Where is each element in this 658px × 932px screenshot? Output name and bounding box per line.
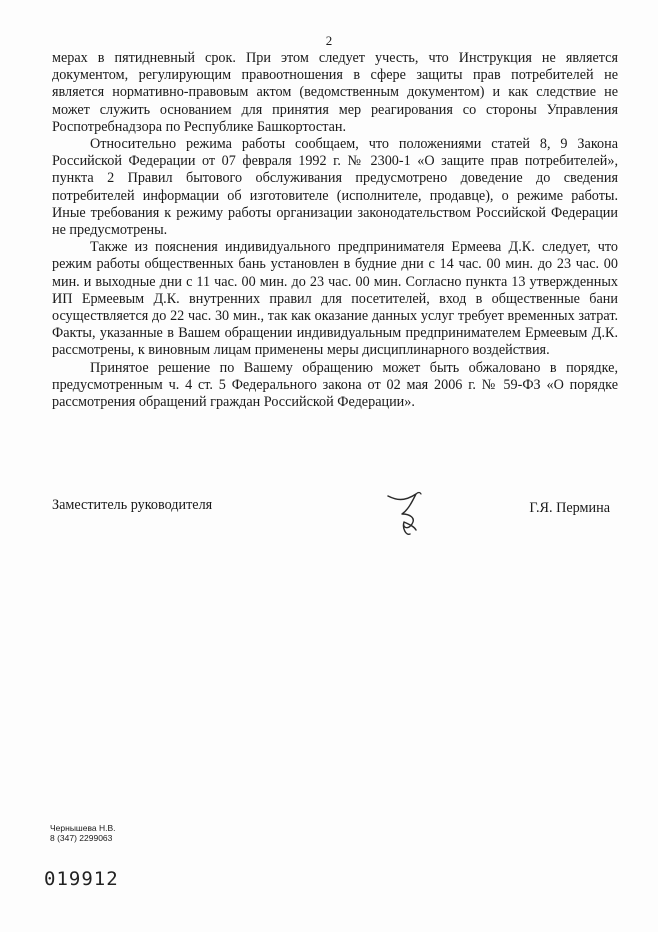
paragraph-working-hours-law: Относительно режима работы сообщаем, что положениями статей 8, 9 Закона Российской Федерации от 07 февраля 1992 г. № 2300-1 «О защите прав потребителей», пункта 2 Правил бытового обслуживания предусмотрено доведение до сведения потребителей информации об изготовителе (исполнителе, продавце), о режиме работы. Иные требования к режиму работы организации законодательством Российской Федерации не предусмотрены. bbox=[52, 136, 618, 239]
paragraph-continuation: мерах в пятидневный срок. При этом следует учесть, что Инструкция не является документом, регулирующим правоотношения в сфере защиты прав потребителей не является нормативно-правовым актом (ведомственным документом) и как следствие не может служить основанием для принятия мер реагирования со стороны Управления Роспотребнадзора по Республике Башкортостан. bbox=[52, 50, 618, 135]
paragraph-appeal-rights: Принятое решение по Вашему обращению может быть обжаловано в порядке, предусмотренным ч. 4 ст. 5 Федерального закона от 02 мая 2006 г. № 59-ФЗ «О порядке рассмотрения обращений граждан Российской Федерации». bbox=[52, 359, 618, 411]
letter-body bbox=[52, 50, 618, 411]
registration-number: 019912 bbox=[44, 868, 119, 890]
executor-info bbox=[50, 823, 116, 843]
executor-name: Чернышева Н.В. bbox=[50, 823, 116, 833]
signature-block bbox=[52, 494, 618, 554]
signatory-title: Заместитель руководителя bbox=[52, 497, 213, 513]
signatory-name: Г.Я. Пермина bbox=[529, 500, 610, 516]
handwritten-signature bbox=[382, 484, 442, 544]
executor-phone: 8 (347) 2299063 bbox=[50, 833, 113, 843]
page-number: 2 bbox=[325, 33, 333, 48]
paragraph-entrepreneur-explanation: Также из пояснения индивидуального предпринимателя Ермеева Д.К. следует, что режим работы общественных бань установлен в будние дни с 14 час. 00 мин. до 23 час. 00 мин. и выходные дни с 11 час. 00 мин. до 23 час. 00 мин. Согласно пункта 13 утвержденных ИП Ермеевым Д.К. внутренних правил для посетителей, вход в общественные бани осуществляется до 22 час. 30 мин., так как оказание данных услуг требует временных затрат. Факты, указанные в Вашем обращении индивидуальным предпринимателем Ермеевым Д.К. рассмотрены, к виновным лицам применены меры дисциплинарного воздействия. bbox=[52, 239, 618, 359]
